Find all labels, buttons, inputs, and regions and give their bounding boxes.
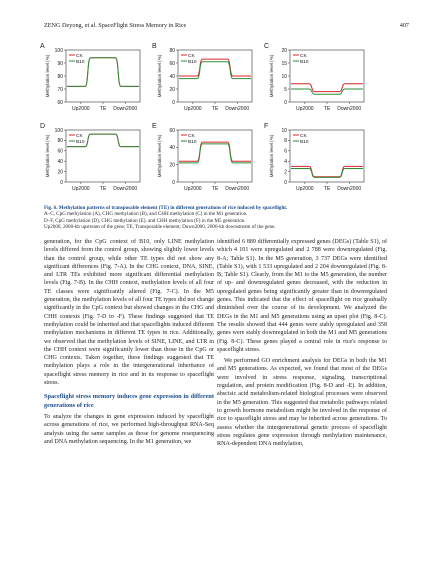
figure-6	[38, 40, 390, 205]
y-tick-label: 80	[57, 138, 63, 145]
series-line-ck	[291, 84, 363, 92]
y-tick-label: 0	[284, 179, 287, 186]
x-tick-label: Down2000	[113, 186, 138, 192]
legend-label: CK	[300, 133, 307, 139]
panel-letter: B	[152, 43, 157, 50]
paragraph: identified 6 889 differentially expressed genes (DEGs) (Table S1), of which 4 101 were upregulated and 2 788 were downregulated (Fig. 8-A; Table S1). In the M5 generation, 3 737 DEGs were identified (Table S1), with 1 533 upregulated and 2 204 downregulated (Fig. 8-B; Table S1). Clearly, from the M1 to the M5 generation, the number of up- and downregulated genes decreased, with the reduction in upregulated genes being significantly greater than in downregulated genes. This indicated that the effect of spaceflight on rice gradually diminished over the course of its development. We analyzed the DEGs in the M1 and M5 generations using an upset plot (Fig. 8-C). The results showed that 444 genes were stably upregulated and 358 genes were stably downregulated in both the M1 and M5 generations (Fig. 8-C). These genes played a central role in rice's response to spaceflight stress.	[217, 239, 387, 353]
paragraph: generation, for the CpG context of B10, only LINE methylation levels differed from the control group, showing slightly lower levels than the control group, while other TE types did not show any significant differences (Fig. 7-A). In the CHG context, DNA, SINE, and LTR TEs exhibited more significant differential methylation levels (Fig. 7-B). In the CHH context, methylation levels of all four TE classes were significantly altered (Fig. 7-C). In the M5 generation, the methylation levels of all four TE types did not change significantly in the CpG context but showed changes in the CHG and CHH contexts (Fig. 7-D to -F). These findings suggested that TE methylation could be inherited and that spaceflights induced different methylation mechanisms in different TE types in rice. Additionally, we observed that the methylation levels of SINE, LINE, and LTR in the CHH context were significantly lower than those in the CpG or CHG contexts. Taken together, these findings suggested that TE methylation plays a role in the intergenerational inheritance of spaceflight stress memory in rice and in its response to spaceflight stress.	[44, 239, 214, 387]
y-axis-label: Methylation level (%)	[269, 54, 274, 98]
y-axis-label: Methylation level (%)	[45, 134, 50, 178]
x-tick-label: TE	[323, 106, 331, 112]
y-axis-label: Methylation level (%)	[269, 134, 274, 178]
paragraph: We performed GO enrichment analysis for DEGs in both the M1 and M5 generations. As expected, we found that most of the DEGs were involved in stress response, signaling, transcriptional regulation, and protein modification (Fig. 8-D and -E). In addition, abscisic acid metabolism-related biological processes were observed in the M5 generation. This suggested that metabolic pathways related to growth hormone metabolism might be involved in the response of rice to spaceflight stress and may be inherited across generations. To assess whether the intergenerational genetic process of spaceflight stress regulates gene expression through methylation maintenance, RNA-dependent DNA methylation,	[217, 358, 387, 448]
page-number: 407	[399, 22, 409, 29]
y-tick-label: 0	[172, 99, 175, 106]
legend-label: B10	[76, 139, 85, 145]
y-tick-label: 60	[57, 148, 63, 155]
x-tick-label: Down2000	[225, 106, 250, 112]
x-tick-label: TE	[99, 106, 107, 112]
y-tick-label: 20	[281, 47, 287, 54]
x-tick-label: Down2000	[225, 186, 250, 192]
panel-letter: F	[264, 123, 269, 130]
y-tick-label: 10	[281, 127, 287, 134]
series-line-ck	[291, 166, 363, 176]
x-tick-label: Down2000	[337, 186, 362, 192]
y-tick-label: 60	[169, 60, 175, 67]
series-line-b10	[179, 144, 251, 163]
legend-label: B10	[188, 139, 197, 145]
y-axis-label: Methylation level (%)	[157, 54, 162, 98]
panel-letter: A	[40, 43, 45, 50]
y-tick-label: 40	[169, 73, 175, 80]
x-tick-label: TE	[211, 186, 219, 192]
legend-label: B10	[188, 59, 197, 65]
legend-label: B10	[300, 59, 309, 65]
legend-label: CK	[300, 53, 307, 59]
left-column	[44, 238, 214, 449]
legend-label: CK	[188, 133, 195, 139]
panel-letter: D	[40, 123, 46, 130]
section-heading: Spaceflight stress memory induces gene expression in different generations of rice	[44, 393, 214, 409]
x-tick-label: Up2000	[72, 186, 90, 192]
y-tick-label: 60	[169, 127, 175, 134]
legend-label: B10	[300, 139, 309, 145]
caption-line: A–C, CpG methylation (A), CHG methylation (B), and CHH methylation (C) in the M1 generation.	[44, 211, 248, 218]
y-tick-label: 100	[54, 127, 63, 134]
y-tick-label: 20	[169, 162, 175, 169]
legend-label: CK	[76, 133, 83, 139]
paragraph: To analyze the changes in gene expression induced by spaceflight across generations of rice, we performed high-throughput RNA-Seq analysis using the same samples as those for genome resequencing and DNA methylation sequencing. In the M1 generation, we	[44, 413, 214, 445]
y-tick-label: 70	[57, 86, 63, 93]
y-tick-label: 10	[281, 73, 287, 80]
series-line-b10	[291, 168, 363, 177]
x-tick-label: Down2000	[113, 106, 138, 112]
y-axis-label: Methylation level (%)	[157, 134, 162, 178]
y-tick-label: 8	[284, 138, 287, 145]
y-tick-label: 4	[284, 159, 287, 165]
figure-caption	[44, 205, 389, 231]
y-tick-label: 0	[60, 179, 63, 186]
y-tick-label: 5	[284, 86, 287, 93]
y-tick-label: 40	[169, 145, 175, 152]
y-tick-label: 2	[284, 169, 287, 176]
figure-svg	[38, 40, 390, 205]
legend-label: B10	[76, 59, 85, 65]
panel-letter: E	[152, 123, 157, 130]
x-tick-label: TE	[323, 186, 331, 192]
x-tick-label: Down2000	[337, 106, 362, 112]
y-tick-label: 100	[54, 47, 63, 54]
y-tick-label: 90	[57, 60, 63, 67]
caption-line: D–F, CpG methylation (D), CHG methylation (E), and CHH methylation (F) in the M5 generation.	[44, 217, 246, 224]
y-tick-label: 15	[281, 60, 287, 67]
y-tick-label: 80	[169, 47, 175, 54]
x-tick-label: Up2000	[184, 106, 202, 112]
x-tick-label: TE	[211, 106, 219, 112]
running-title: ZENG Deyong, et al. SpaceFlight Stress Memory in Rice	[44, 22, 187, 29]
caption-line: Up2000, 2000-kb upstream of the gene; TE, Transposable element; Down2000, 2000-kb downstream of the gene.	[44, 224, 276, 231]
y-tick-label: 20	[169, 86, 175, 93]
x-tick-label: TE	[99, 186, 107, 192]
y-axis-label: Methylation level (%)	[45, 54, 50, 98]
y-tick-label: 6	[284, 148, 287, 155]
x-tick-label: Up2000	[72, 106, 90, 112]
y-tick-label: 0	[284, 99, 287, 106]
series-line-ck	[179, 142, 251, 161]
panel-letter: C	[264, 43, 270, 50]
x-tick-label: Up2000	[296, 186, 314, 192]
y-tick-label: 0	[172, 179, 175, 186]
y-tick-label: 20	[57, 169, 63, 176]
caption-title: Fig. 6. Methylation patterns of transposable element (TE) in different generations of rice induced by spaceflight.	[44, 205, 288, 211]
y-tick-label: 80	[57, 73, 63, 80]
legend-label: CK	[188, 53, 195, 59]
x-tick-label: Up2000	[296, 106, 314, 112]
legend-label: CK	[76, 53, 83, 59]
y-tick-label: 40	[57, 159, 63, 165]
y-tick-label: 60	[57, 99, 63, 106]
right-column	[217, 238, 387, 451]
x-tick-label: Up2000	[184, 186, 202, 192]
page-header	[44, 22, 409, 32]
